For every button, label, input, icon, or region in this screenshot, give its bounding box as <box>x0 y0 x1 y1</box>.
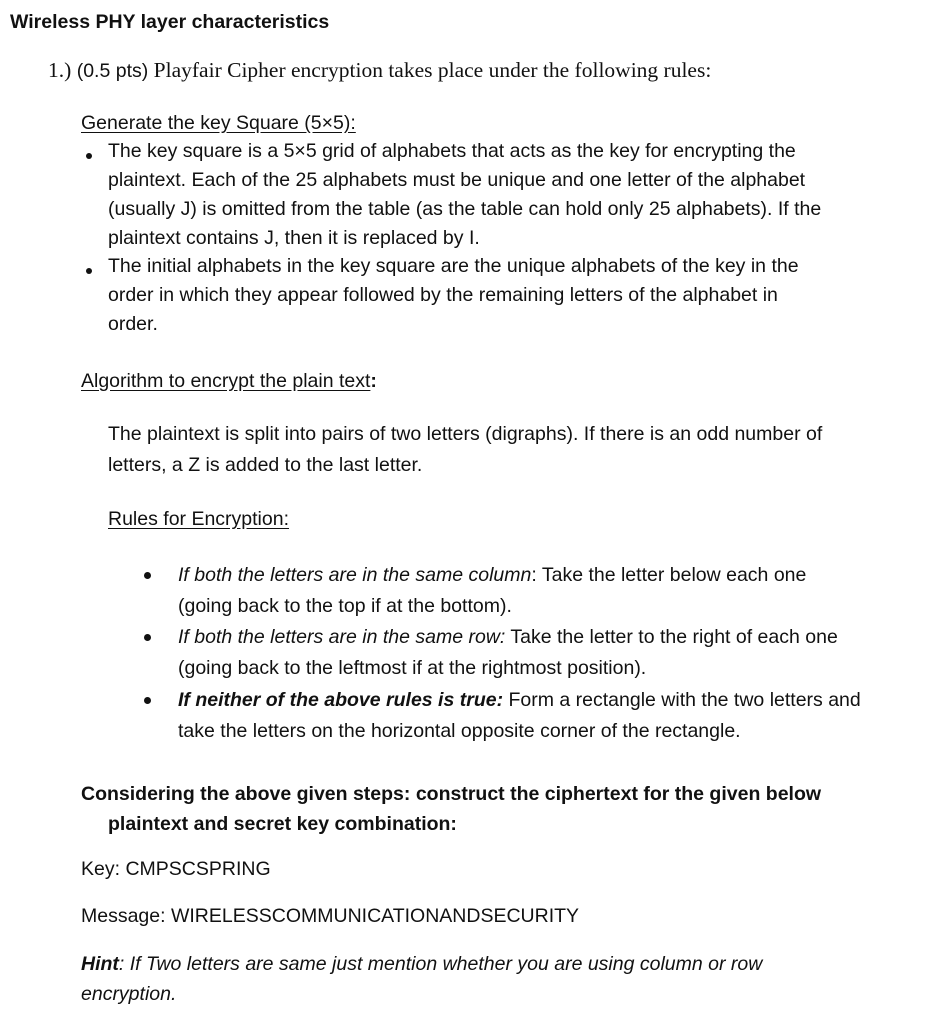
rules-title: Rules for Encryption: <box>108 508 289 530</box>
bullet-dot <box>144 634 151 641</box>
bullet2-line3: order. <box>108 313 158 335</box>
rule1-lead: If both the letters are in the same column <box>178 564 532 586</box>
message-label: Message: <box>81 905 171 927</box>
hint-colon: : <box>118 953 125 975</box>
rule2-line2: (going back to the leftmost if at the rightmost position). <box>178 657 647 679</box>
bullet1-line3: (usually J) is omitted from the table (as the table can hold only 25 alphabets). If the <box>108 198 822 220</box>
bullet-dot <box>86 268 92 274</box>
hint-line2: encryption. <box>81 983 177 1005</box>
key-value: CMPSCSPRING <box>125 858 271 880</box>
algorithm-title-colon: : <box>370 370 377 392</box>
algorithm-para-line2: letters, a Z is added to the last letter. <box>108 454 423 476</box>
task-line1: Considering the above given steps: construct the ciphertext for the given below <box>81 783 822 805</box>
task-line2: plaintext and secret key combination: <box>108 813 457 835</box>
section-title-key-square: Generate the key Square (5×5): <box>81 112 356 134</box>
rule3-line2: take the letters on the horizontal opposite corner of the rectangle. <box>178 720 741 742</box>
section-title-algorithm <box>81 370 377 393</box>
bullet2-line1: The initial alphabets in the key square are the unique alphabets of the key in the <box>108 255 799 277</box>
bullet1-line2: plaintext. Each of the 25 alphabets must be unique and one letter of the alphabet <box>108 169 806 191</box>
question-intro: Playfair Cipher encryption takes place under the following rules: <box>153 58 712 82</box>
rule3-lead: If neither of the above rules is true: <box>178 689 504 711</box>
question-line <box>48 58 711 83</box>
rule2-text1: Take the letter to the right of each one <box>505 626 838 648</box>
key-line <box>81 858 271 881</box>
message-value: WIRELESSCOMMUNICATIONANDSECURITY <box>170 905 580 927</box>
bullet2-line2: order in which they appear followed by the remaining letters of the alphabet in <box>108 284 778 306</box>
hint-line1 <box>81 953 762 976</box>
bullet1-line1: The key square is a 5×5 grid of alphabets that acts as the key for encrypting the <box>108 140 796 162</box>
algorithm-title-text: Algorithm to encrypt the plain text <box>81 370 371 392</box>
rule2-lead: If both the letters are in the same row: <box>178 626 506 648</box>
rule3-text1: Form a rectangle with the two letters and <box>503 689 861 711</box>
rule1-text1: Take the letter below each one <box>536 564 807 586</box>
rule3-line1 <box>178 689 861 712</box>
question-number: 1.) <box>48 58 72 82</box>
key-label: Key: <box>81 858 126 880</box>
rule1-line1 <box>178 564 806 587</box>
hint-label: Hint <box>81 953 119 975</box>
question-points: (0.5 pts) <box>76 60 149 82</box>
algorithm-para-line1: The plaintext is split into pairs of two letters (digraphs). If there is an odd number of <box>108 423 823 445</box>
hint-text1: If Two letters are same just mention whether you are using column or row <box>124 953 763 975</box>
bullet1-line4: plaintext contains J, then it is replaced by I. <box>108 227 480 249</box>
bullet-dot <box>86 153 92 159</box>
bullet-dot <box>144 572 151 579</box>
page-heading: Wireless PHY layer characteristics <box>10 11 330 33</box>
rule1-lead-tail: : <box>531 564 537 586</box>
message-line <box>81 905 579 928</box>
bullet-dot <box>144 697 151 704</box>
rule1-line2: (going back to the top if at the bottom). <box>178 595 512 617</box>
rule2-line1 <box>178 626 838 649</box>
